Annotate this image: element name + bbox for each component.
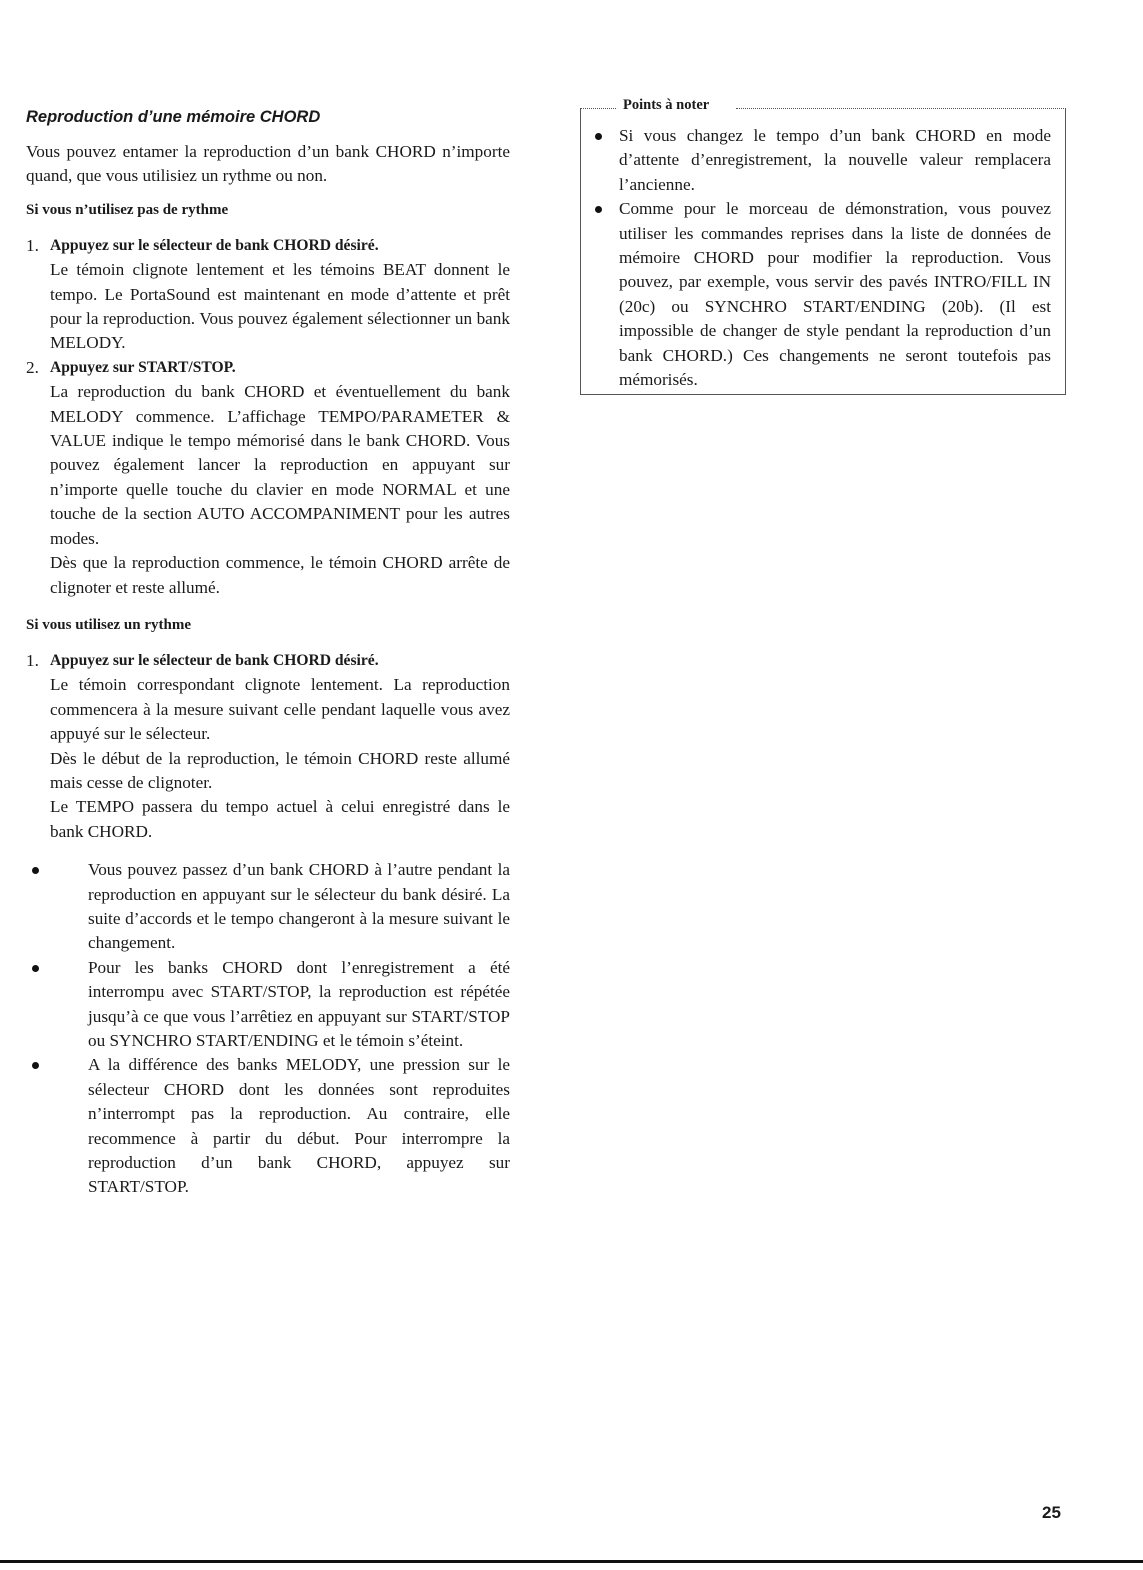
bullet-item [26, 956, 510, 1054]
step-number: 1. [26, 235, 39, 255]
bullet-text: Vous pouvez passez d’un bank CHORD à l’autre pendant la reproduction en appuyant sur le sélecteur du bank désiré. La suite d’accords et le tempo changeront à la mesure suivant le changement. [88, 860, 510, 953]
bullet-item [26, 858, 510, 956]
step-paragraph: La reproduction du bank CHORD et éventuellement du bank MELODY commence. L’affichage TEMPO/PARAMETER & VALUE indique le tempo mémorisé dans le bank CHORD. Vous pouvez également lancer la reproduction en appuyant sur n’importe quelle touche du clavier en mode NORMAL et une touche de la section AUTO ACCOMPANIMENT pour les autres modes. [50, 382, 510, 548]
note-text: Comme pour le morceau de démonstration, vous pouvez utiliser les commandes reprises dans la liste de données de mémoire CHORD pour modifier la reproduction. Vous pouvez, par exemple, vous servir des pavés INTRO/FILL IN (20c) ou SYNCHRO START/ENDING (20b). (Il est impossible de changer de style pendant la reproduction d’un bank CHORD.) Ces changements ne seront toutefois pas mémorisés. [619, 199, 1051, 390]
notes-list [593, 108, 1051, 392]
subheading-no-rhythm: Si vous n’utilisez pas de rythme [26, 201, 229, 218]
step-paragraph: Le témoin correspondant clignote lentement. La reproduction commencera à la mesure suivant celle pendant laquelle vous avez appuyé sur le sélecteur. [50, 675, 510, 744]
notes-title: Points à noter [619, 96, 713, 114]
bullet-text: A la différence des banks MELODY, une pression sur le sélecteur CHORD dont les données sont reproduites n’interrompt pas la reproduction. Au contraire, elle recommence à partir du début. Pour interrompre la reproduction d’un bank CHORD, appuyez sur START/STOP. [88, 1055, 510, 1197]
step-paragraph: Le témoin clignote lentement et les témoins BEAT donnent le tempo. Le PortaSound est maintenant en mode d’attente et prêt pour la reproduction. Vous pouvez également sélectionner un bank MELODY. [50, 260, 510, 353]
step-paragraph: Dès que la reproduction commence, le témoin CHORD arrête de clignoter et reste allumé. [50, 553, 510, 597]
step-number: 1. [26, 650, 39, 670]
bullet-list [26, 858, 510, 1200]
bullet-icon [595, 206, 602, 213]
step-item [26, 234, 510, 356]
section-title: Reproduction d’une mémoire CHORD [26, 108, 321, 126]
bullet-text: Pour les banks CHORD dont l’enregistrement a été interrompu avec START/STOP, la reproduction est répétée jusqu’à ce que vous l’arrêtiez en appuyant sur START/STOP ou SYNCHRO START/ENDING et le témoin s’éteint. [88, 957, 510, 1050]
step-heading: Appuyez sur le sélecteur de bank CHORD désiré. [50, 236, 379, 254]
intro-paragraph: Vous pouvez entamer la reproduction d’un bank CHORD n’importe quand, que vous utilisiez un rythme ou non. [26, 142, 510, 186]
bottom-divider [0, 1560, 1143, 1563]
note-text: Si vous changez le tempo d’un bank CHORD en mode d’attente d’enregistrement, la nouvelle valeur remplacera l’ancienne. [619, 126, 1051, 194]
note-item [593, 197, 1051, 392]
right-column [580, 97, 1066, 395]
bullet-icon [32, 1062, 39, 1069]
notes-box [580, 97, 1066, 395]
step-paragraph: Le TEMPO passera du tempo actuel à celui enregistré dans le bank CHORD. [50, 797, 510, 841]
subheading-with-rhythm: Si vous utilisez un rythme [26, 616, 192, 633]
step-item [26, 356, 510, 600]
step-heading: Appuyez sur le sélecteur de bank CHORD désiré. [50, 651, 379, 669]
bullet-icon [32, 965, 39, 972]
bullet-icon [32, 867, 39, 874]
step-number: 2. [26, 357, 39, 377]
page-number: 25 [1042, 1503, 1061, 1522]
note-item [593, 124, 1051, 197]
step-heading: Appuyez sur START/STOP. [50, 358, 236, 376]
left-column [26, 106, 510, 1200]
bullet-item [26, 1053, 510, 1199]
steps-with-rhythm [26, 649, 510, 844]
bullet-icon [595, 133, 602, 140]
step-paragraph: Dès le début de la reproduction, le témoin CHORD reste allumé mais cesse de clignoter. [50, 748, 510, 792]
steps-no-rhythm [26, 234, 510, 600]
step-item [26, 649, 510, 844]
